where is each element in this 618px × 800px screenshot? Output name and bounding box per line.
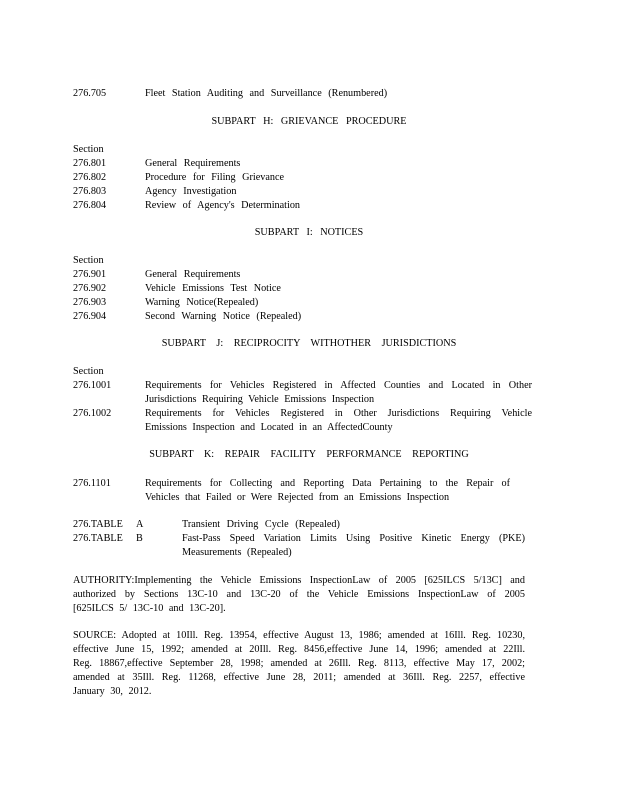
section-title: Warning Notice(Repealed) xyxy=(145,297,259,308)
table-number: 276.TABLE xyxy=(73,519,123,530)
section-label: Section xyxy=(73,366,104,377)
section-title: General Requirements xyxy=(145,269,241,280)
section-number: 276.801 xyxy=(73,158,107,169)
table-title: Fast-Pass Speed Variation Limits Using Positive Kinetic Energy (PKE) Measurements (Repealed) xyxy=(182,533,525,558)
section-number: 276.1001 xyxy=(73,380,112,391)
section-title: Second Warning Notice (Repealed) xyxy=(145,311,302,322)
subpart-i-heading: SUBPART I: NOTICES xyxy=(254,227,364,238)
section-number: 276.902 xyxy=(73,283,107,294)
section-number: 276.802 xyxy=(73,172,107,183)
section-number: 276.803 xyxy=(73,186,107,197)
section-title: Procedure for Filing Grievance xyxy=(145,172,285,183)
section-number: 276.903 xyxy=(73,297,107,308)
section-title: Requirements for Vehicles Registered in Affected Counties and Located in Other Jurisdictions Requiring Vehicle Emissions Inspection xyxy=(145,380,532,405)
subpart-h-heading: SUBPART H: GRIEVANCE PROCEDURE xyxy=(211,116,407,127)
section-number: 276.1002 xyxy=(73,408,112,419)
section-number: 276.804 xyxy=(73,200,107,211)
section-number: 276.1101 xyxy=(73,478,111,489)
table-number: 276.TABLE xyxy=(73,533,123,544)
table-letter: A xyxy=(136,519,144,530)
section-number: 276.901 xyxy=(73,269,107,280)
subpart-k-heading: SUBPART K: REPAIR FACILITY PERFORMANCE REPORTING xyxy=(149,449,469,460)
section-title: Requirements for Collecting and Reporting Data Pertaining to the Repair of Vehicles that Failed or Were Rejected from an Emissions Inspection xyxy=(145,478,510,503)
section-title: General Requirements xyxy=(145,158,241,169)
section-title: Agency Investigation xyxy=(145,186,237,197)
section-number: 276.904 xyxy=(73,311,107,322)
section-label: Section xyxy=(73,255,104,266)
section-title: Vehicle Emissions Test Notice xyxy=(145,283,281,294)
section-title: Review of Agency's Determination xyxy=(145,200,301,211)
section-number: 276.705 xyxy=(73,88,107,99)
subpart-j-heading: SUBPART J: RECIPROCITY WITHOTHER JURISDICTIONS xyxy=(161,338,457,349)
table-letter: B xyxy=(136,533,143,544)
source-paragraph: SOURCE: Adopted at 10Ill. Reg. 13954, effective August 13, 1986; amended at 16Ill. Reg. 10230, effective June 15, 1992; amended at 20Ill. Reg. 8456,effective June 14, 1996; amended at 22Ill. Reg. 18867,effective September 28, 1998; amended at 26Ill. Reg. 8113, effective May 17, 2002; amended at 35Ill. Reg. 11268, effective June 28, 2011; amended at 36Ill. Reg. 2257, effective January 30, 2012. xyxy=(73,630,525,697)
table-title: Transient Driving Cycle (Repealed) xyxy=(182,519,340,530)
section-label: Section xyxy=(73,144,104,155)
authority-paragraph: AUTHORITY:Implementing the Vehicle Emissions InspectionLaw of 2005 [625ILCS 5/13C] and authorized by Sections 13C-10 and 13C-20 of the Vehicle Emissions InspectionLaw of 2005 [625ILCS 5/ 13C-10 and 13C-20]. xyxy=(73,575,525,614)
section-title: Fleet Station Auditing and Surveillance (Renumbered) xyxy=(145,88,388,99)
section-title: Requirements for Vehicles Registered in Other Jurisdictions Requiring Vehicle Emissions Inspection and Located in an AffectedCounty xyxy=(145,408,532,433)
